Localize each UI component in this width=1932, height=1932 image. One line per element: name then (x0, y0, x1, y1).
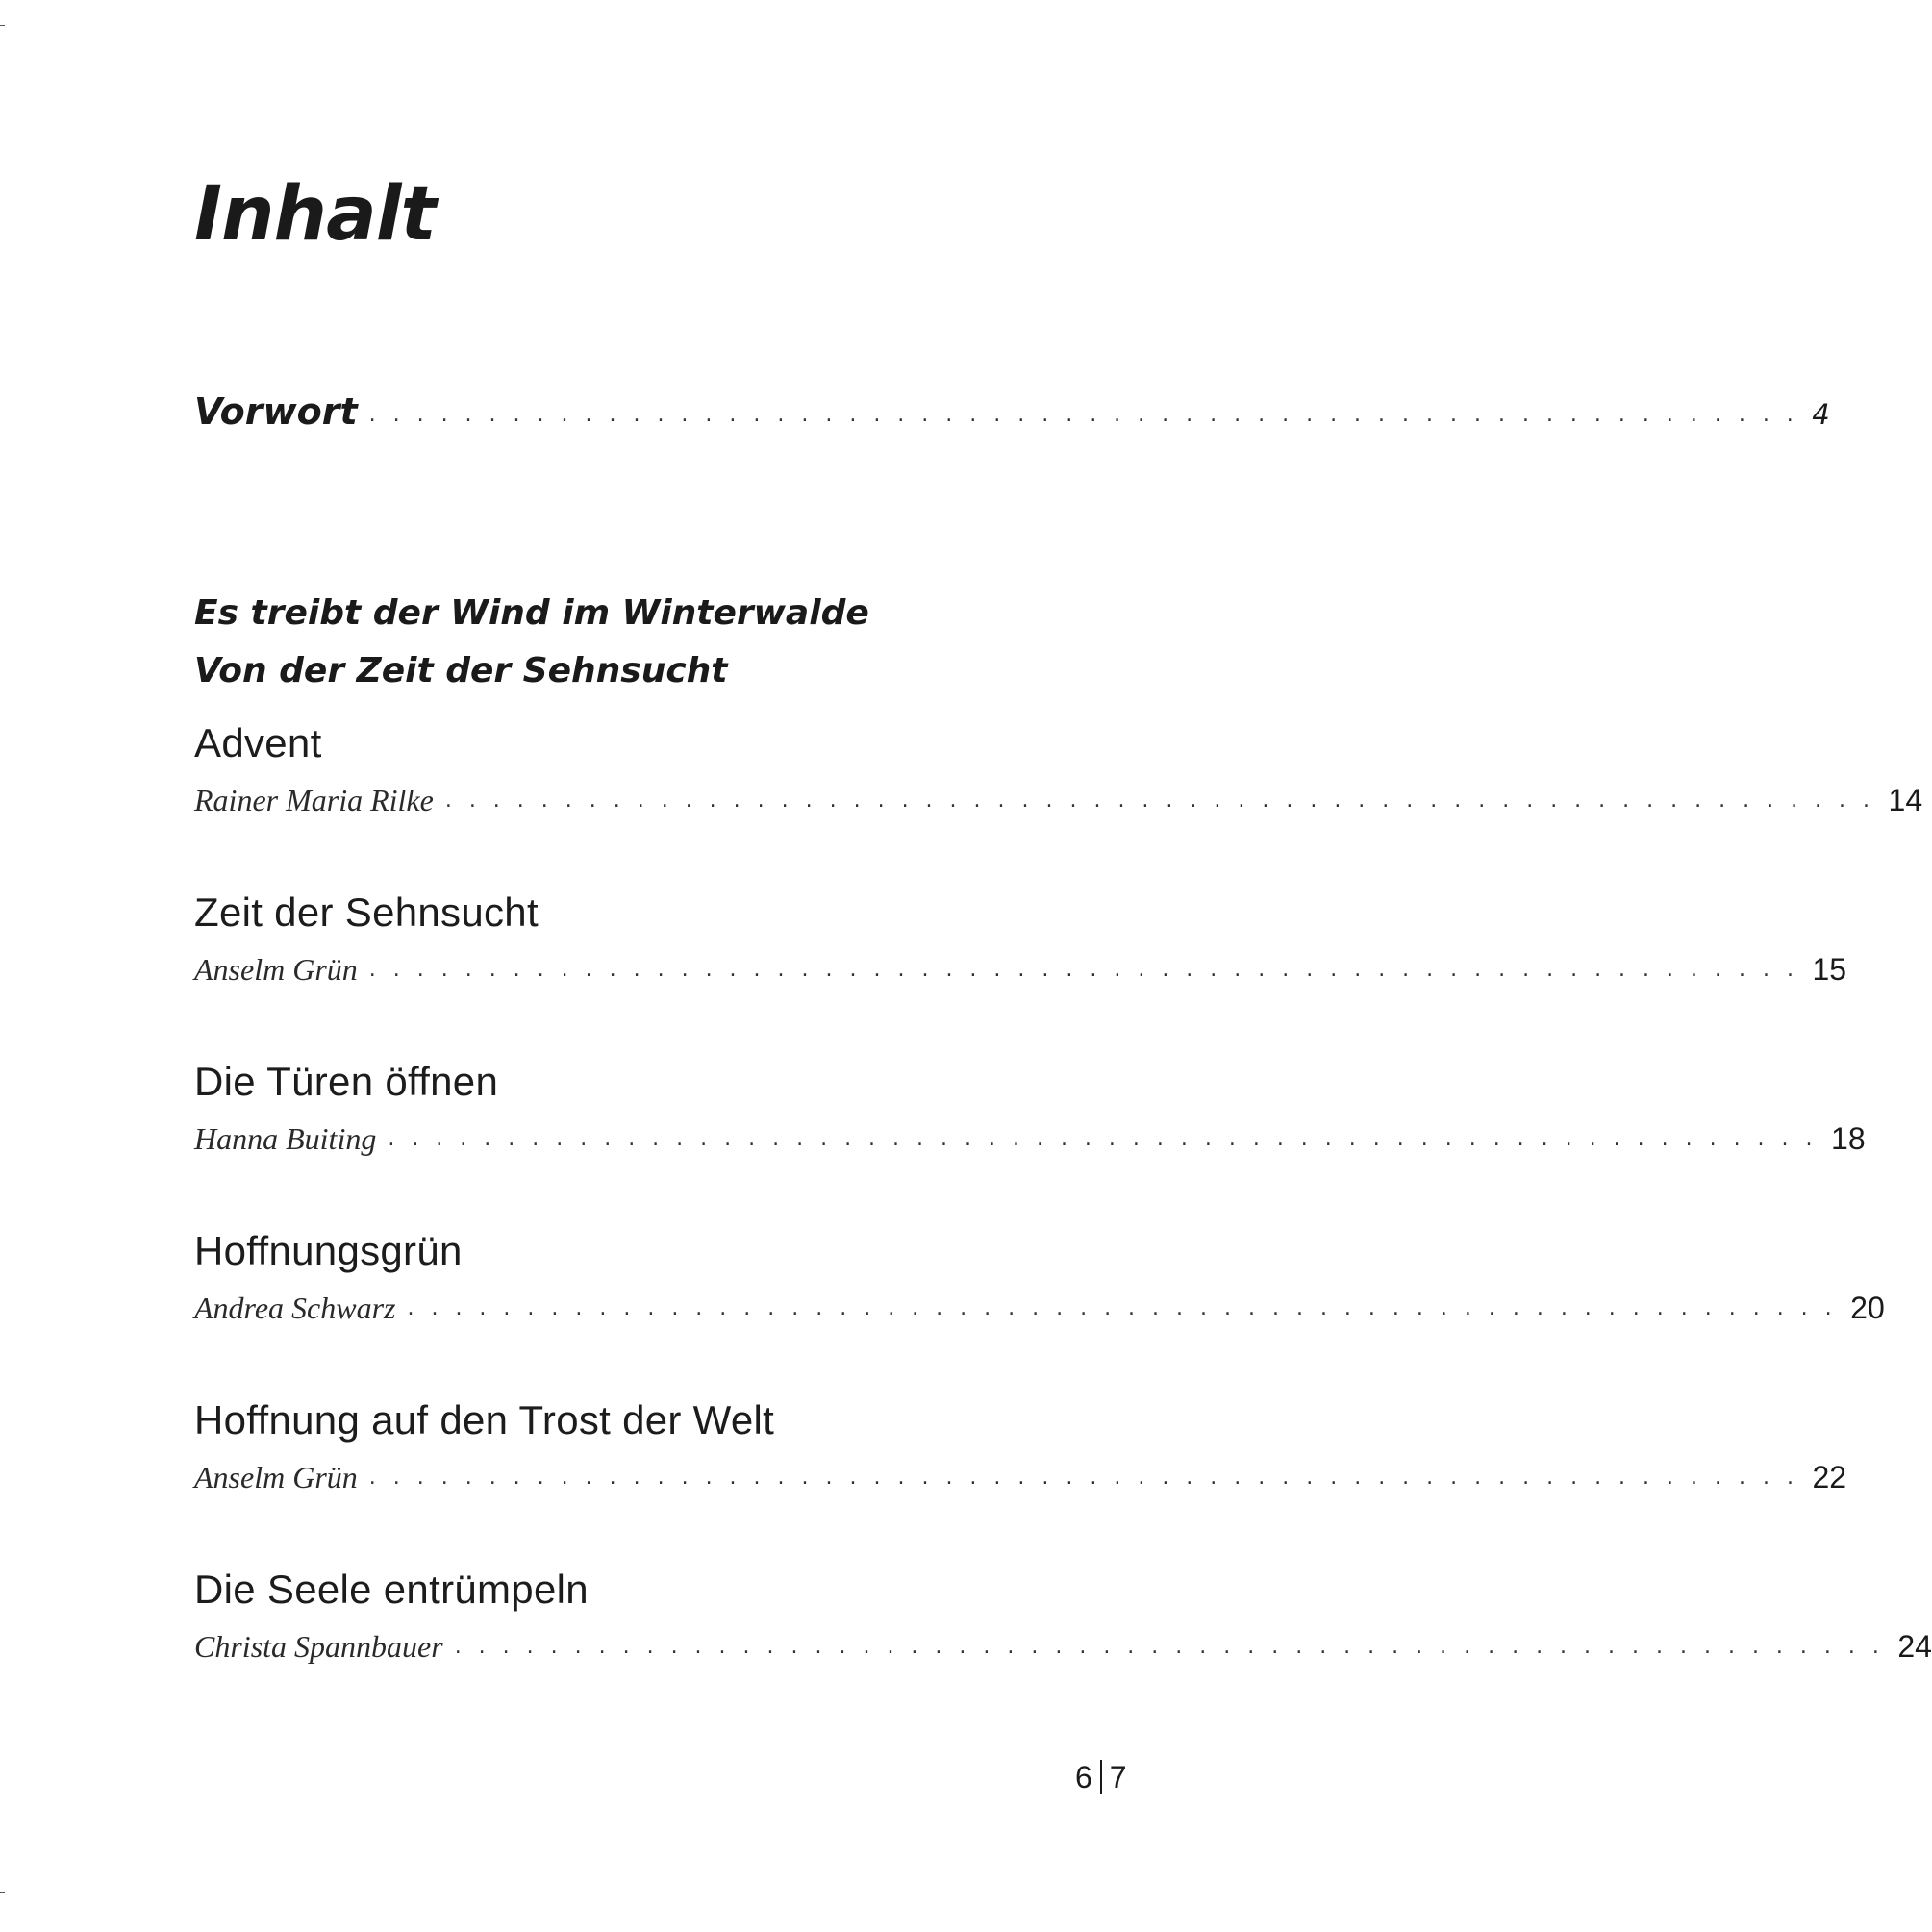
section-heading (194, 585, 869, 700)
entry-page-number: 22 (1812, 1460, 1847, 1494)
entry-author: Andrea Schwarz (194, 1291, 396, 1325)
entry-author-row (194, 1120, 1866, 1157)
entry-author: Rainer Maria Rilke (194, 783, 434, 817)
entry-title: Die Türen öffnen (194, 1059, 499, 1104)
entry-title: Hoffnung auf den Trost der Welt (194, 1397, 775, 1443)
entry-title: Die Seele entrümpeln (194, 1567, 589, 1612)
toc-entry[interactable] (194, 718, 1923, 888)
toc-entry[interactable] (194, 1395, 1847, 1565)
crop-mark-top (0, 25, 5, 26)
folio-right-page: 7 (1109, 1760, 1127, 1794)
dot-leader: . . . . . . . . . . . . . . . . . . . . . . . . . . . . . . . . . . . . . . . . . . . . . . . . . . . . . . . . . . . . (407, 1296, 1838, 1320)
folio-left-page: 6 (1075, 1760, 1092, 1794)
toc-entry-list (194, 718, 1932, 1734)
dot-leader: . . . . . . . . . . . . . . . . . . . . . . . . . . . . . . . . . . . . . . . . . . . . . . . . . . . . . . . . . . . . (454, 1635, 1885, 1659)
dot-leader: . . . . . . . . . . . . . . . . . . . . . . . . . . . . . . . . . . . . . . . . . . . . . . . . . . . . . . . . . . . . (444, 789, 1875, 813)
entry-author-row (194, 951, 1847, 988)
dot-leader: . . . . . . . . . . . . . . . . . . . . . . . . . . . . . . . . . . . . . . . . . . . . . . . . . . . . . . . . . . . . (388, 1127, 1819, 1151)
entry-page-number: 24 (1897, 1629, 1932, 1664)
entry-author-row (194, 1290, 1885, 1326)
page-title: Inhalt (194, 171, 436, 258)
dot-leader: . . . . . . . . . . . . . . . . . . . . . . . . . . . . . . . . . . . . . . . . . . . . . . . . . . . . . . . . . . . . (368, 958, 1799, 982)
toc-entry[interactable] (194, 888, 1847, 1057)
entry-page-number: 14 (1888, 783, 1923, 817)
entry-author: Hanna Buiting (194, 1121, 377, 1156)
folio-divider (1100, 1760, 1102, 1794)
preface-label: Vorwort (194, 390, 358, 433)
page-folio (1075, 1758, 1127, 1796)
entry-author-row (194, 1459, 1847, 1495)
entry-title: Zeit der Sehnsucht (194, 890, 539, 935)
entry-title: Advent (194, 720, 322, 765)
toc-preface-row[interactable] (194, 390, 1830, 433)
entry-page-number: 15 (1812, 952, 1847, 987)
entry-page-number: 20 (1850, 1291, 1885, 1325)
entry-author: Anselm Grün (194, 1460, 358, 1494)
section-heading-line-1: Es treibt der Wind im Winterwalde (194, 593, 869, 633)
entry-title: Hoffnungsgrün (194, 1228, 463, 1273)
entry-page-number: 18 (1831, 1121, 1866, 1156)
section-heading-line-2: Von der Zeit der Sehnsucht (194, 651, 728, 690)
entry-author-row (194, 1628, 1932, 1665)
preface-page-number: 4 (1812, 397, 1830, 431)
entry-author: Christa Spannbauer (194, 1629, 443, 1664)
dot-leader: . . . . . . . . . . . . . . . . . . . . . . . . . . . . . . . . . . . . . . . . . . . . . . . . . . . . . . . . . . . . (368, 402, 1799, 427)
toc-entry[interactable] (194, 1565, 1932, 1734)
crop-mark-bottom (0, 1892, 5, 1893)
entry-author: Anselm Grün (194, 952, 358, 987)
toc-entry[interactable] (194, 1226, 1885, 1395)
toc-entry[interactable] (194, 1057, 1866, 1226)
dot-leader: . . . . . . . . . . . . . . . . . . . . . . . . . . . . . . . . . . . . . . . . . . . . . . . . . . . . . . . . . . . . (368, 1466, 1799, 1490)
entry-author-row (194, 782, 1923, 818)
